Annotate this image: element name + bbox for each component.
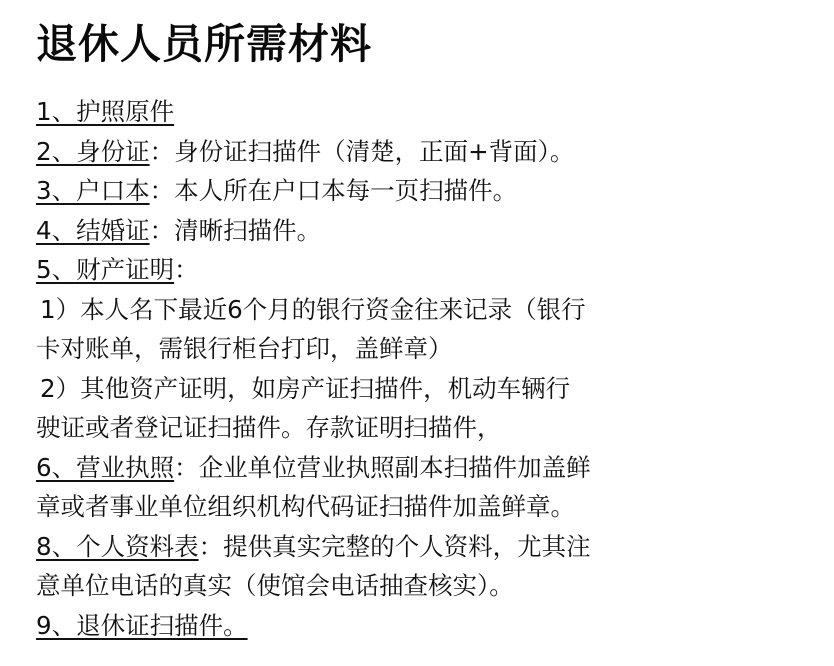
sub-item-text: 卡对账单，需银行柜台打印，盖鲜章）	[36, 334, 453, 363]
list-item-hukou	[36, 171, 816, 211]
list-item-property-proof	[36, 250, 816, 290]
list-item-business-license	[36, 448, 816, 488]
sub-item-other-assets-cont	[36, 408, 816, 448]
item-label: 5、财产证明	[36, 255, 175, 284]
item-text: 章或者事业单位组织机构代码证扫描件加盖鲜章。	[36, 492, 575, 521]
item-label: 6、营业执照	[36, 452, 175, 482]
item-label: 4、结婚证	[36, 215, 150, 245]
sub-item-bank-statement-cont	[36, 329, 816, 369]
item-label: 1、护照原件	[36, 97, 175, 126]
item-text: ：提供真实完整的个人资料，尤其注	[198, 531, 591, 561]
document	[36, 14, 816, 645]
list-item-marriage-certificate	[36, 211, 816, 251]
sub-item-other-assets	[36, 369, 816, 409]
item-text: ：清晰扫描件。	[149, 215, 322, 245]
list-item-id-card	[36, 132, 816, 172]
item-text: ：身份证扫描件（清楚，正面+背面）。	[149, 136, 575, 166]
item-text: ：企业单位营业执照副本扫描件加盖鲜	[174, 452, 591, 482]
page-title: 退休人员所需材料	[36, 20, 372, 68]
list-item-passport	[36, 92, 816, 132]
list-item-retirement-certificate	[36, 606, 816, 646]
sub-item-text: 驶证或者登记证扫描件。存款证明扫描件，	[36, 413, 502, 442]
item-label: 3、户口本	[36, 176, 150, 205]
list-item-business-license-cont	[36, 487, 816, 527]
item-text: ：本人所在户口本每一页扫描件。	[149, 176, 518, 205]
item-text: 意单位电话的真实（使馆会电话抽查核实）。	[36, 571, 514, 600]
item-label: 2、身份证	[36, 136, 150, 166]
item-text: ：	[174, 255, 199, 284]
list-item-personal-info-form	[36, 527, 816, 567]
item-label: 9、退休证扫描件。	[36, 610, 248, 640]
list-item-personal-info-form-cont	[36, 566, 816, 606]
sub-item-bank-statement	[36, 290, 816, 330]
item-label: 8、个人资料表	[36, 531, 199, 561]
sub-item-text: 2）其他资产证明，如房产证扫描件，机动车辆行	[40, 373, 571, 403]
sub-item-text: 1）本人名下最近6个月的银行资金往来记录（银行	[40, 294, 586, 324]
material-list	[36, 92, 816, 645]
